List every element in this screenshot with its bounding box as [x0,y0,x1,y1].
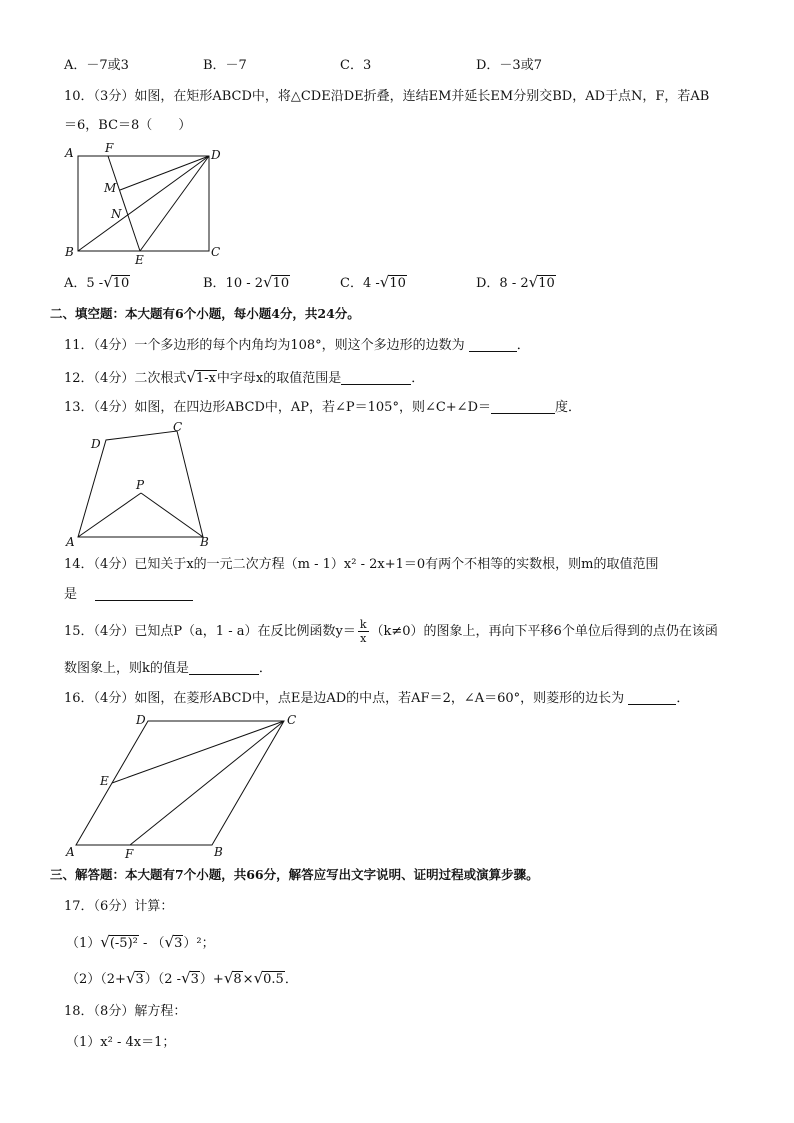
q10-label-F: F [105,141,114,155]
q10-label-A: A [65,146,74,160]
q14-line2: 是 [64,586,193,604]
q10-label-M: M [104,181,117,195]
q12-answer-blank[interactable] [341,370,411,385]
q16-rhombus-figure [60,710,310,860]
q18-part1: （1）x² - 4x＝1； [66,1035,176,1050]
q12: 12．（4分）二次根式√1-x中字母x的取值范围是 ． [64,368,425,386]
q13-label-B: B [200,535,209,549]
q13-label-A: A [66,535,75,549]
q16-label-C: C [287,713,297,727]
section-2-heading: 二、填空题：本大题有6个小题，每小题4分，共24分。 [50,306,360,321]
q13-quadrilateral-figure [60,420,220,550]
q18-title: 18．（8分）解方程： [64,1004,187,1019]
q13-label-P: P [136,478,145,492]
q10-label-E: E [135,253,144,267]
q10-label-D: D [211,148,221,162]
q9-option-c: C．3 [340,58,372,73]
q15-line2: 数图象上，则k的值是 ． [64,661,272,676]
q14-line1: 14．（4分）已知关于x的一元二次方程（m - 1）x² - 2x+1＝0有两个不相等的实数根，则m的取值范围 [64,557,659,572]
q13-label-C: C [173,420,183,434]
q9-option-d: D．－3或7 [476,58,542,73]
q17-part2: （2）（2+√3）（2 -√3）+√8×√0.5． [66,969,298,987]
q10-stem-line2: ＝6，BC＝8（ ） [64,118,192,133]
section-3-heading: 三、解答题：本大题有7个小题，共66分，解答应写出文字说明、证明过程或演算步骤。 [50,867,539,882]
q9-option-a: A．－7或3 [64,58,129,73]
q11: 11．（4分）一个多边形的每个内角均为108°，则这个多边形的边数为 ． [64,338,530,353]
q16-label-F: F [125,847,134,861]
q10-label-N: N [111,207,122,221]
q16: 16．（4分）如图，在菱形ABCD中，点E是边AD的中点，若AF＝2，∠A＝60°，则菱形的边长为 ． [64,691,690,706]
q13-label-D: D [91,437,101,451]
q11-answer-blank[interactable] [469,337,517,352]
q10-label-B: B [65,245,74,259]
q15-line1: 15．（4分）已知点P（a，1 - a）在反比例函数y＝ $\frac{k}{x}$ （k≠0）的图象上，再向下平移6个单位后得到的点仍在该函 [64,618,718,645]
q16-answer-blank[interactable] [628,690,676,705]
q14-answer-blank[interactable] [95,586,193,601]
q16-label-A: A [66,845,75,859]
q10-option-d: D．8 - 2√10 [476,273,555,291]
q17-part1: （1）√(-5)² - （√3）²； [66,933,215,951]
q10-option-a: A．5 -√10 [64,273,130,291]
q16-label-B: B [214,845,223,859]
q15-answer-blank[interactable] [189,660,259,675]
q10-option-b: B．10 - 2√10 [203,273,290,291]
q16-label-D: D [136,713,146,727]
q16-label-E: E [100,774,109,788]
q17-title: 17．（6分）计算： [64,899,174,914]
q10-rectangle-figure [60,140,240,265]
q9-option-b: B．－7 [203,58,247,73]
q13-answer-blank[interactable] [491,399,555,414]
q10-stem-line1: 10．（3分）如图，在矩形ABCD中，将△CDE沿DE折叠，连结EM并延长EM分别交BD，AD于点N，F，若AB [64,89,710,104]
q10-option-c: C．4 -√10 [340,273,406,291]
q13: 13．（4分）如图，在四边形ABCD中，AP，若∠P＝105°，则∠C+∠D＝ 度． [64,400,582,415]
q10-label-C: C [211,245,221,259]
